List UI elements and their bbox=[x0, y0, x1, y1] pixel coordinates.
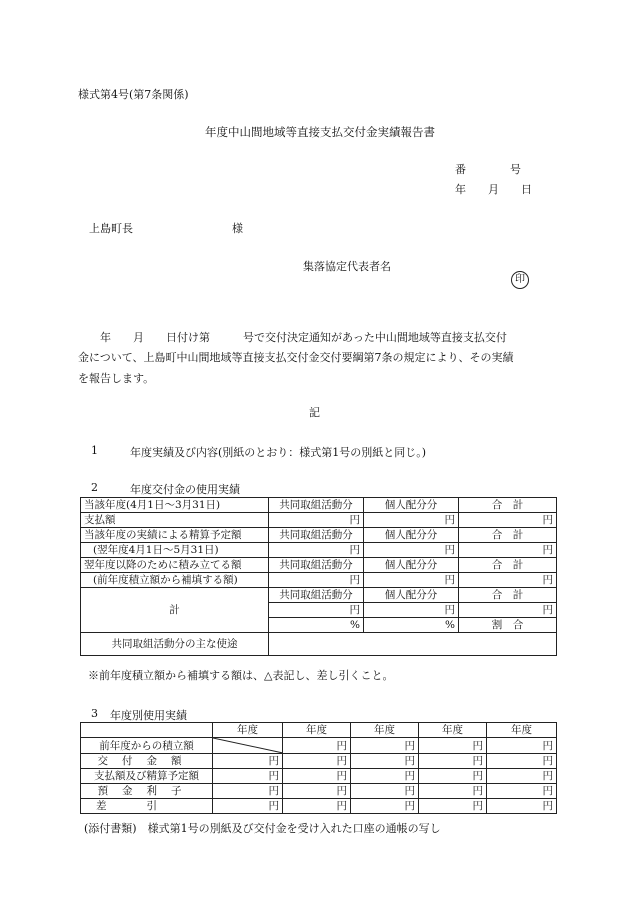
table-row bbox=[81, 799, 557, 814]
col-total: 合 計 bbox=[459, 528, 557, 543]
yen-cell: 円 bbox=[269, 513, 364, 528]
percent-cell: % bbox=[364, 618, 459, 633]
yen-cell: 円 bbox=[283, 799, 351, 814]
yen-cell: 円 bbox=[419, 784, 487, 799]
yen-cell: 円 bbox=[269, 573, 364, 588]
row-label: 前年度からの積立額 bbox=[81, 738, 213, 754]
section2-number: 2 bbox=[91, 481, 98, 494]
yen-cell: 円 bbox=[459, 513, 557, 528]
row2-label-b: (翌年度4月1日～5月31日) bbox=[81, 543, 269, 558]
col-joint: 共同取組活動分 bbox=[269, 498, 364, 513]
yen-cell: 円 bbox=[419, 738, 487, 754]
yen-cell: 円 bbox=[351, 738, 419, 754]
yen-cell: 円 bbox=[459, 573, 557, 588]
row1-label-a: 当該年度(4月1日～3月31日) bbox=[81, 498, 269, 513]
section3-heading: 年度別使用実績 bbox=[110, 709, 187, 722]
yen-cell: 円 bbox=[459, 603, 557, 618]
row-label: 預金利子 bbox=[81, 784, 213, 799]
col-joint: 共同取組活動分 bbox=[269, 558, 364, 573]
row-label: 支払額及び精算予定額 bbox=[81, 769, 213, 784]
document-title: 年度中山間地域等直接支払交付金実績報告書 bbox=[205, 125, 435, 139]
yen-cell: 円 bbox=[419, 754, 487, 769]
yen-cell: 円 bbox=[283, 784, 351, 799]
diagonal-line bbox=[213, 738, 283, 753]
table-row bbox=[81, 723, 557, 738]
section3-number: 3 bbox=[91, 707, 98, 720]
percent-cell: % bbox=[269, 618, 364, 633]
yen-cell: 円 bbox=[213, 799, 283, 814]
row3-label-b: (前年度積立額から補填する額) bbox=[81, 573, 269, 588]
section2-heading: 年度交付金の使用実績 bbox=[130, 483, 240, 496]
section1-number: 1 bbox=[91, 444, 98, 457]
yen-cell: 円 bbox=[487, 769, 557, 784]
yen-cell: 円 bbox=[213, 784, 283, 799]
table-row bbox=[81, 738, 557, 754]
yen-cell: 円 bbox=[213, 769, 283, 784]
number-label: 番 号 bbox=[455, 163, 521, 176]
recipient: 上島町長 bbox=[89, 222, 133, 235]
ratio-cell: 割 合 bbox=[459, 618, 557, 633]
recipient-suffix: 様 bbox=[232, 222, 243, 235]
year-header: 年度 bbox=[487, 723, 557, 738]
usage-table bbox=[80, 497, 557, 656]
yen-cell: 円 bbox=[364, 573, 459, 588]
table-row bbox=[81, 513, 557, 528]
yen-cell: 円 bbox=[351, 754, 419, 769]
diagonal-cell bbox=[213, 738, 283, 754]
total-label: 計 bbox=[81, 588, 269, 633]
section1-text: 年度実績及び内容(別紙のとおり：様式第1号の別紙と同じ。) bbox=[130, 446, 427, 459]
yen-cell: 円 bbox=[364, 543, 459, 558]
seal-icon: 印 bbox=[511, 271, 529, 289]
row1-label-b: 支払額 bbox=[81, 513, 269, 528]
applicant-label: 集落協定代表者名 bbox=[303, 260, 391, 273]
yen-cell: 円 bbox=[351, 769, 419, 784]
yen-cell: 円 bbox=[283, 769, 351, 784]
row-label: 交付金額 bbox=[81, 754, 213, 769]
main-usage-value bbox=[269, 633, 557, 656]
col-personal: 個人配分分 bbox=[364, 498, 459, 513]
ki-label: 記 bbox=[309, 406, 320, 419]
table-row bbox=[81, 588, 557, 603]
yen-cell: 円 bbox=[419, 769, 487, 784]
col-total: 合 計 bbox=[459, 558, 557, 573]
table-row bbox=[81, 498, 557, 513]
yen-cell: 円 bbox=[487, 784, 557, 799]
table-row bbox=[81, 558, 557, 573]
table-row bbox=[81, 769, 557, 784]
table-row bbox=[81, 754, 557, 769]
table-row bbox=[81, 633, 557, 656]
body-line-1: 年 月 日付け第 号で交付決定通知があった中山間地域等直接支払交付 bbox=[78, 331, 507, 344]
col-joint: 共同取組活動分 bbox=[269, 588, 364, 603]
yen-cell: 円 bbox=[487, 799, 557, 814]
col-personal: 個人配分分 bbox=[364, 528, 459, 543]
col-total: 合 計 bbox=[459, 588, 557, 603]
yen-cell: 円 bbox=[283, 738, 351, 754]
year-header: 年度 bbox=[213, 723, 283, 738]
yen-cell: 円 bbox=[269, 603, 364, 618]
col-joint: 共同取組活動分 bbox=[269, 528, 364, 543]
date-label: 年 月 日 bbox=[455, 183, 532, 196]
year-header: 年度 bbox=[283, 723, 351, 738]
yen-cell: 円 bbox=[487, 754, 557, 769]
yen-cell: 円 bbox=[213, 754, 283, 769]
row-label: 差引 bbox=[81, 799, 213, 814]
yearly-table bbox=[80, 722, 557, 814]
table-row bbox=[81, 784, 557, 799]
attachment-note: (添付書類) 様式第1号の別紙及び交付金を受け入れた口座の通帳の写し bbox=[84, 822, 441, 835]
year-header: 年度 bbox=[351, 723, 419, 738]
yen-cell: 円 bbox=[459, 543, 557, 558]
row3-label-a: 翌年度以降のために積み立てる額 bbox=[81, 558, 269, 573]
form-number: 様式第4号(第7条関係) bbox=[78, 88, 189, 101]
year-header: 年度 bbox=[419, 723, 487, 738]
yen-cell: 円 bbox=[269, 543, 364, 558]
yen-cell: 円 bbox=[351, 799, 419, 814]
yen-cell: 円 bbox=[283, 754, 351, 769]
body-line-3: を報告します。 bbox=[78, 372, 155, 385]
col-personal: 個人配分分 bbox=[364, 588, 459, 603]
yen-cell: 円 bbox=[364, 603, 459, 618]
yen-cell: 円 bbox=[364, 513, 459, 528]
table-row bbox=[81, 528, 557, 543]
yen-cell: 円 bbox=[351, 784, 419, 799]
body-line-2: 金について、上島町中山間地域等直接支払交付金交付要綱第7条の規定により、その実績 bbox=[78, 351, 514, 364]
row2-label-a: 当該年度の実績による精算予定額 bbox=[81, 528, 269, 543]
main-usage-label: 共同取組活動分の主な使途 bbox=[81, 633, 269, 656]
yen-cell: 円 bbox=[419, 799, 487, 814]
yen-cell: 円 bbox=[487, 738, 557, 754]
table-row bbox=[81, 573, 557, 588]
col-personal: 個人配分分 bbox=[364, 558, 459, 573]
col-total: 合 計 bbox=[459, 498, 557, 513]
table-note: ※前年度積立額から補填する額は、△表記し、差し引くこと。 bbox=[88, 669, 394, 682]
header-blank bbox=[81, 723, 213, 738]
table-row bbox=[81, 543, 557, 558]
